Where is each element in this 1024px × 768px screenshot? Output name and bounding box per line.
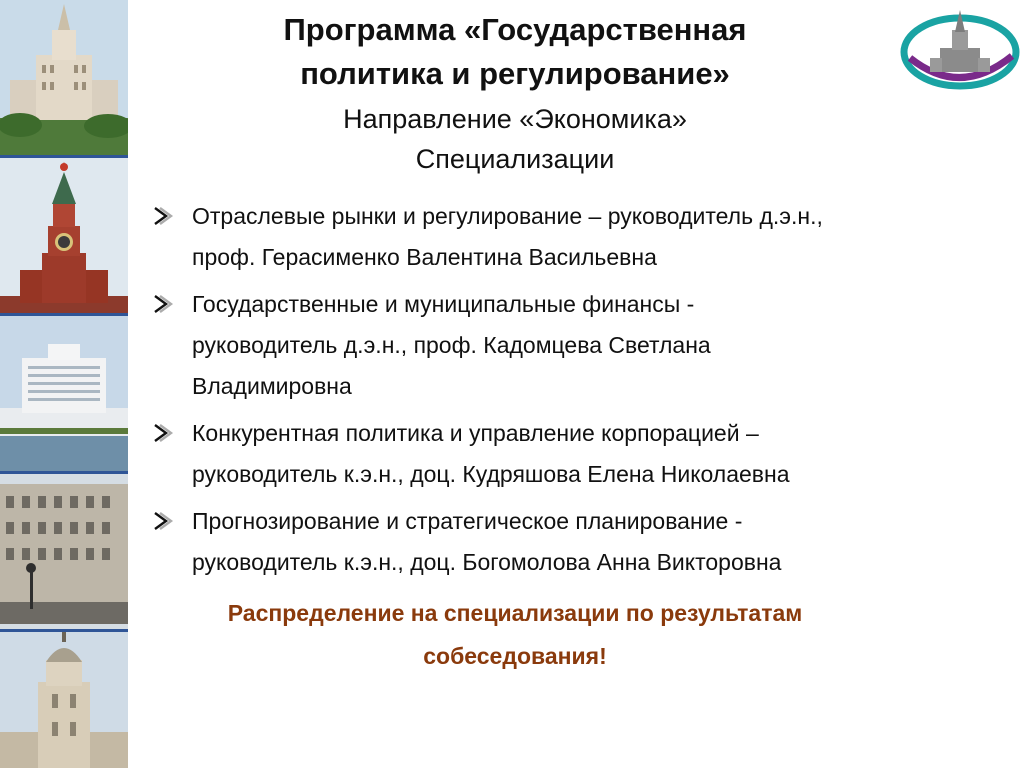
list-item-line: Отраслевые рынки и регулирование – руководитель д.э.н., [192, 203, 823, 229]
photo-university-building [0, 0, 128, 155]
list-item-line: проф. Герасименко Валентина Васильевна [192, 244, 657, 270]
list-item [152, 196, 1002, 278]
list-item-line: Прогнозирование и стратегическое планирование - [192, 508, 743, 534]
photo-duma-building [0, 474, 128, 629]
arrow-bullet-icon [152, 422, 174, 444]
list-item [152, 501, 1002, 583]
photo-kremlin-tower [0, 158, 128, 313]
photo-domed-tower [0, 632, 128, 768]
arrow-bullet-icon [152, 293, 174, 315]
list-item-line: руководитель д.э.н., проф. Кадомцева Светлана [192, 332, 711, 358]
university-logo [900, 6, 1024, 98]
note-line-1: Распределение на специализации по результатам [227, 600, 803, 626]
list-item-line: руководитель к.э.н., доц. Богомолова Анна Викторовна [192, 549, 782, 575]
page-subtitle [190, 99, 840, 179]
title-line-1: Программа «Государственная [283, 12, 747, 47]
arrow-bullet-icon [152, 205, 174, 227]
subtitle-line-1: Направление «Экономика» [343, 104, 687, 134]
list-item-line: Конкурентная политика и управление корпорацией – [192, 420, 759, 446]
list-item [152, 284, 1002, 407]
subtitle-line-2: Специализации [415, 144, 615, 174]
list-item-line: Владимировна [192, 373, 352, 399]
distribution-note [190, 592, 840, 678]
note-line-2: собеседования! [423, 643, 607, 669]
photo-white-house [0, 316, 128, 471]
title-line-2: политика и регулирование» [300, 56, 730, 91]
page-title [190, 8, 840, 96]
list-item-line: Государственные и муниципальные финансы - [192, 291, 695, 317]
specialization-list [152, 196, 1002, 589]
list-item-line: руководитель к.э.н., доц. Кудряшова Елена Николаевна [192, 461, 790, 487]
list-item [152, 413, 1002, 495]
photo-strip [0, 0, 128, 768]
arrow-bullet-icon [152, 510, 174, 532]
